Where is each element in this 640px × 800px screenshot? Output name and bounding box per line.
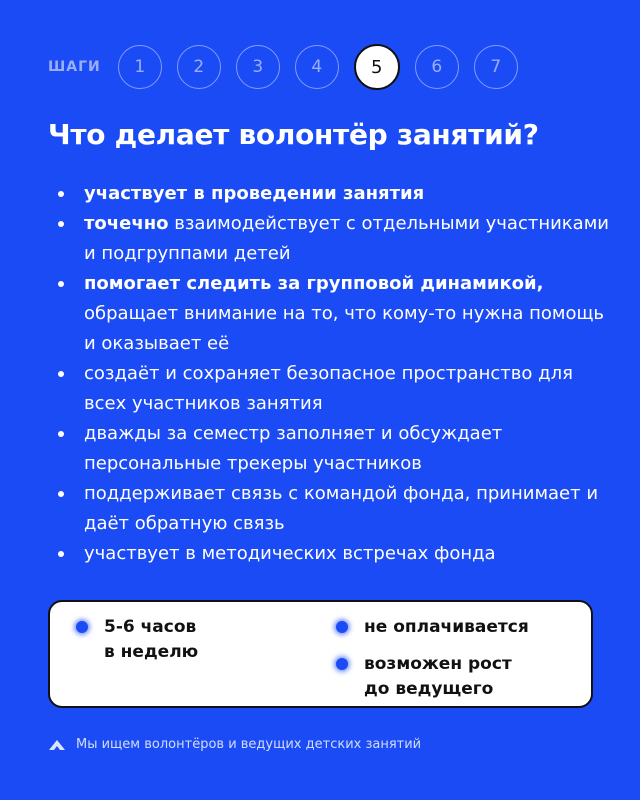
bullet-text: обращает внимание на то, что кому-то нужна помощь и оказывает её	[84, 303, 605, 354]
bullet-bold: помогает следить за групповой динамикой,	[84, 273, 544, 294]
bullet-text: взаимодействует с отдельными участниками и подгруппами детей	[84, 213, 609, 264]
unpaid-label: не оплачивается	[364, 617, 529, 637]
list-item	[58, 479, 618, 539]
blue-dot-icon	[76, 621, 88, 633]
step-3[interactable]: 3	[236, 45, 280, 89]
growth-feature	[364, 652, 512, 702]
growth-line1: возможен рост	[364, 654, 512, 674]
growth-line2: до ведущего	[364, 679, 494, 699]
list-item	[58, 359, 618, 419]
blue-dot-icon	[336, 658, 348, 670]
page-title: Что делает волонтёр занятий?	[48, 118, 539, 151]
step-5-current[interactable]: 5	[354, 44, 400, 90]
bullet-bold: точечно	[84, 213, 169, 234]
steps-indicator	[48, 44, 533, 90]
footer	[48, 737, 421, 752]
list-item	[58, 539, 618, 569]
step-1[interactable]: 1	[118, 45, 162, 89]
info-card	[48, 600, 593, 708]
bullet-text: поддерживает связь с командой фонда, принимает и даёт обратную связь	[84, 483, 599, 534]
bullet-text: дважды за семестр заполняет и обсуждает персональные трекеры участников	[84, 423, 503, 474]
bullet-text: участвует в методических встречах фонда	[84, 543, 496, 564]
bullet-text: создаёт и сохраняет безопасное пространство для всех участников занятия	[84, 363, 573, 414]
blue-dot-icon	[336, 621, 348, 633]
list-item	[58, 179, 618, 209]
duties-list	[58, 179, 618, 569]
list-item	[58, 419, 618, 479]
list-item	[58, 269, 618, 359]
step-6[interactable]: 6	[415, 45, 459, 89]
step-2[interactable]: 2	[177, 45, 221, 89]
chevron-up-logo-icon	[48, 738, 66, 751]
list-item	[58, 209, 618, 269]
hours-line2: в неделю	[104, 642, 199, 662]
bullet-bold: участвует в проведении занятия	[84, 183, 425, 204]
step-4[interactable]: 4	[295, 45, 339, 89]
unpaid-feature	[364, 615, 529, 640]
step-7[interactable]: 7	[474, 45, 518, 89]
footer-text: Мы ищем волонтёров и ведущих детских занятий	[76, 737, 422, 752]
hours-line1: 5-6 часов	[104, 617, 197, 637]
steps-label: ШАГИ	[48, 59, 101, 75]
hours-feature	[104, 615, 198, 665]
